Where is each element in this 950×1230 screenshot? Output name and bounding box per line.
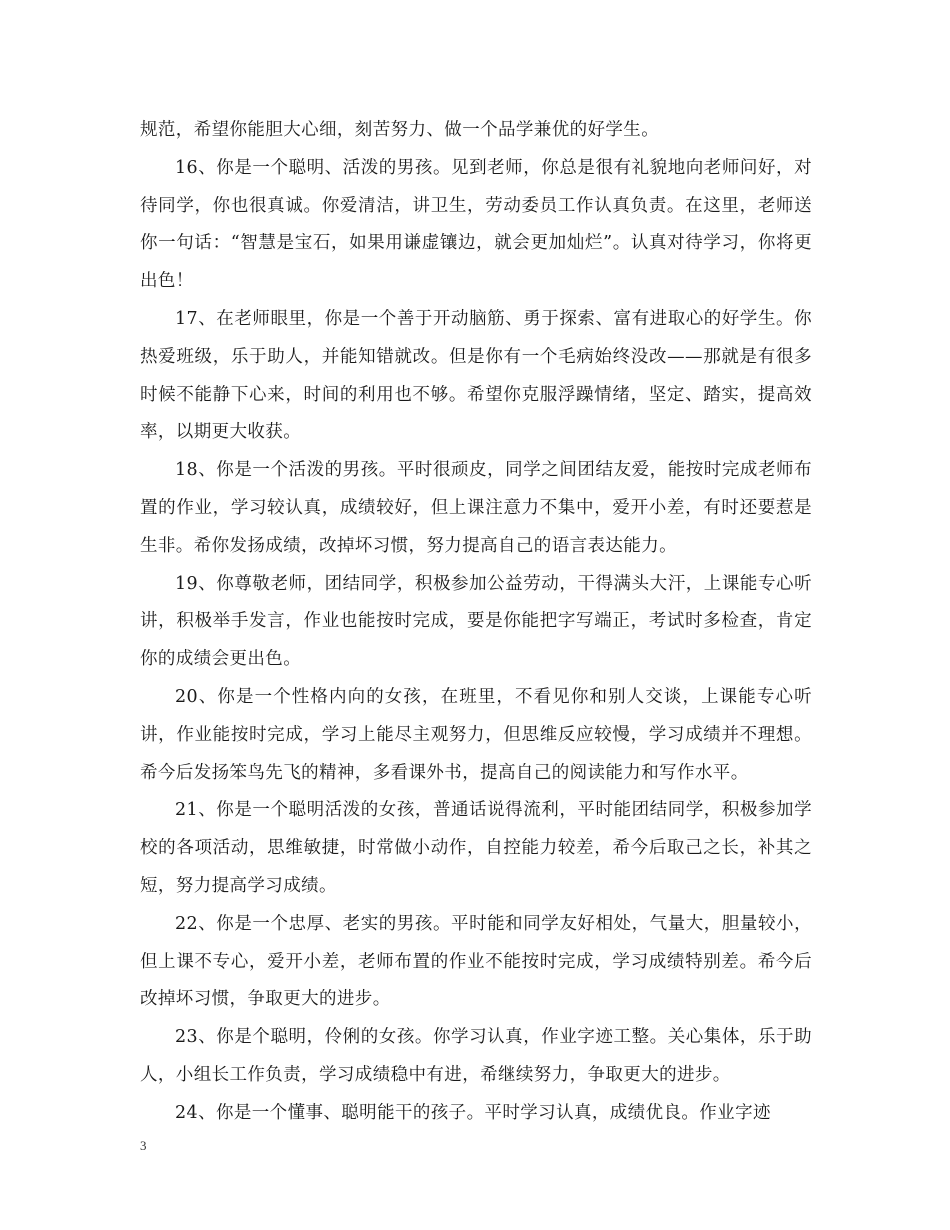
paragraph-comment-19: 19、你尊敬老师，团结同学，积极参加公益劳动，干得满头大汗，上课能专心听讲，积极举手发言，作业也能按时完成，要是你能把字写端正，考试时多检查，肯定你的成绩会更出色。 <box>140 573 812 670</box>
paragraph-comment-18: 18、你是一个活泼的男孩。平时很顽皮，同学之间团结友爱，能按时完成老师布置的作业，学习较认真，成绩较好，但上课注意力不集中，爱开小差，有时还要惹是生非。希你发扬成绩，改掉坏习惯，努力提高自己的语言表达能力。 <box>140 460 812 556</box>
document-body <box>140 112 812 1133</box>
paragraph-comment-16: 16、你是一个聪明、活泼的男孩。见到老师，你总是很有礼貌地向老师问好，对待同学，你也很真诚。你爱清洁，讲卫生，劳动委员工作认真负责。在这里，老师送你一句话：“智慧是宝石，如果用谦虚镶边，就会更加灿烂”。认真对待学习，你将更出色！ <box>140 157 812 292</box>
paragraph-comment-23: 23、你是个聪明，伶俐的女孩。你学习认真，作业字迹工整。关心集体，乐于助人，小组长工作负责，学习成绩稳中有进，希继续努力，争取更大的进步。 <box>140 1027 812 1085</box>
paragraph-comment-24: 24、你是一个懂事、聪明能干的孩子。平时学习认真，成绩优良。作业字迹 <box>175 1102 771 1123</box>
paragraph-comment-22: 22、你是一个忠厚、老实的男孩。平时能和同学友好相处，气量大，胆量较小，但上课不专心，爱开小差，老师布置的作业不能按时完成，学习成绩特别差。希今后改掉坏习惯，争取更大的进步。 <box>140 913 812 1010</box>
paragraph-comment-21: 21、你是一个聪明活泼的女孩，普通话说得流利，平时能团结同学，积极参加学校的各项活动，思维敏捷，时常做小动作，自控能力较差，希今后取己之长，补其之短，努力提高学习成绩。 <box>140 800 812 896</box>
paragraph-continuation: 规范，希望你能胆大心细，刻苦努力、做一个品学兼优的好学生。 <box>140 120 660 140</box>
paragraph-comment-20: 20、你是一个性格内向的女孩，在班里，不看见你和别人交谈，上课能专心听讲，作业能按时完成，学习上能尽主观努力，但思维反应较慢，学习成绩并不理想。希今后发扬笨鸟先飞的精神，多看课外书，提高自己的阅读能力和写作水平。 <box>140 686 812 783</box>
paragraph-comment-17: 17、在老师眼里，你是一个善于开动脑筋、勇于探索、富有进取心的好学生。你热爱班级，乐于助人，并能知错就改。但是你有一个毛病始终没改——那就是有很多时候不能静下心来，时间的利用也不够。希望你克服浮躁情绪，坚定、踏实，提高效率，以期更大收获。 <box>140 308 812 443</box>
page-number: 3 <box>140 1138 147 1153</box>
